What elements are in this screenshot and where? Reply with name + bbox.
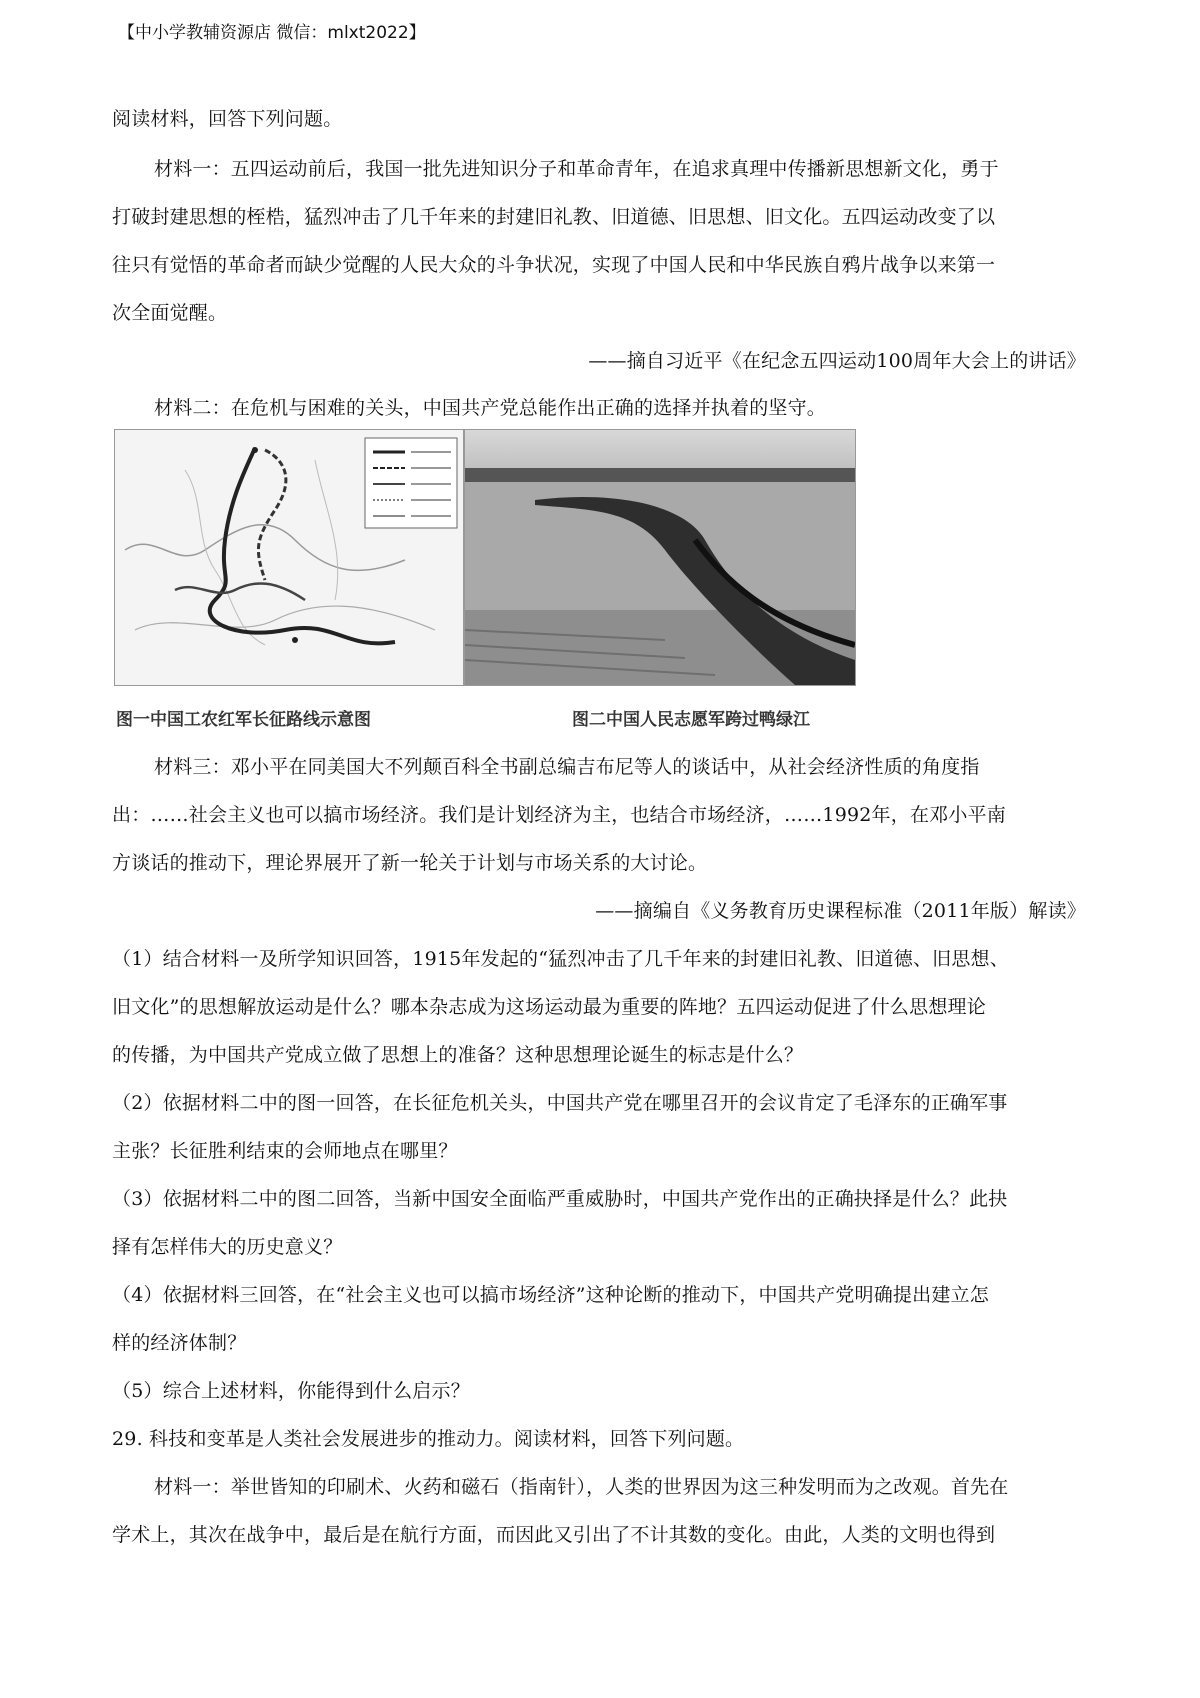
- question-line: （2）依据材料二中的图一回答，在长征危机关头，中国共产党在哪里召开的会议肯定了毛泽东的正确军事: [112, 1092, 1008, 1114]
- question-line: 择有怎样伟大的历史意义？: [112, 1236, 343, 1258]
- question-line: （1）结合材料一及所学知识回答，1915年发起的“猛烈冲击了几千年来的封建旧礼教、旧道德、旧思想、: [112, 948, 1009, 970]
- question-line: （4）依据材料三回答，在“社会主义也可以搞市场经济”这种论断的推动下，中国共产党明确提出建立怎: [112, 1284, 989, 1306]
- q29-material-line: 材料一：举世皆知的印刷术、火药和磁石（指南针），人类的世界因为这三种发明而为之改观。首先在: [154, 1476, 1009, 1498]
- material1-line: 打破封建思想的桎梏，猛烈冲击了几千年来的封建旧礼教、旧道德、旧思想、旧文化。五四运动改变了以: [112, 206, 996, 228]
- material1-line: 往只有觉悟的革命者而缺少觉醒的人民大众的斗争状况，实现了中国人民和中华民族自鸦片战争以来第一: [112, 254, 996, 276]
- question-line: 主张？长征胜利结束的会师地点在哪里？: [112, 1140, 458, 1162]
- question-line: （3）依据材料二中的图二回答，当新中国安全面临严重威胁时，中国共产党作出的正确抉择是什么？此抉: [112, 1188, 1008, 1210]
- question-29-title: 29. 科技和变革是人类社会发展进步的推动力。阅读材料，回答下列问题。: [112, 1428, 745, 1450]
- header-watermark: 【中小学教辅资源店 微信：mlxt2022】: [118, 23, 426, 43]
- material3-line: 材料三：邓小平在同美国大不列颠百科全书副总编吉布尼等人的谈话中，从社会经济性质的角度指: [154, 756, 980, 778]
- material1-source: ——摘自习近平《在纪念五四运动100周年大会上的讲话》: [588, 350, 1086, 372]
- q29-material-line: 学术上，其次在战争中，最后是在航行方面，而因此又引出了不计其数的变化。由此，人类的文明也得到: [112, 1524, 996, 1546]
- material2-text: 材料二：在危机与困难的关头，中国共产党总能作出正确的选择并执着的坚守。: [154, 397, 827, 419]
- figure1-caption: 图一中国工农红军长征路线示意图: [116, 710, 371, 730]
- long-march-map-figure: [114, 429, 464, 686]
- yalu-river-photo-figure: [464, 429, 856, 686]
- intro-text: 阅读材料，回答下列问题。: [112, 108, 343, 130]
- map-illustration: [115, 430, 463, 685]
- troops-crossing-photo: [465, 430, 855, 685]
- material3-line: 出：……社会主义也可以搞市场经济。我们是计划经济为主，也结合市场经济，……1992年，在邓小平南: [112, 804, 1006, 826]
- figure2-caption: 图二中国人民志愿军跨过鸭绿江: [572, 710, 810, 730]
- material1-line: 材料一：五四运动前后，我国一批先进知识分子和革命青年，在追求真理中传播新思想新文化，勇于: [154, 158, 999, 180]
- question-line: 旧文化”的思想解放运动是什么？哪本杂志成为这场运动最为重要的阵地？五四运动促进了什么思想理论: [112, 996, 986, 1018]
- question-line: 的传播，为中国共产党成立做了思想上的准备？这种思想理论诞生的标志是什么？: [112, 1044, 804, 1066]
- material3-line: 方谈话的推动下，理论界展开了新一轮关于计划与市场关系的大讨论。: [112, 852, 708, 874]
- material3-source: ——摘编自《义务教育历史课程标准（2011年版）解读》: [595, 900, 1086, 922]
- material1-line: 次全面觉醒。: [112, 302, 228, 324]
- question-line: （5）综合上述材料，你能得到什么启示？: [112, 1380, 470, 1402]
- question-line: 样的经济体制？: [112, 1332, 247, 1354]
